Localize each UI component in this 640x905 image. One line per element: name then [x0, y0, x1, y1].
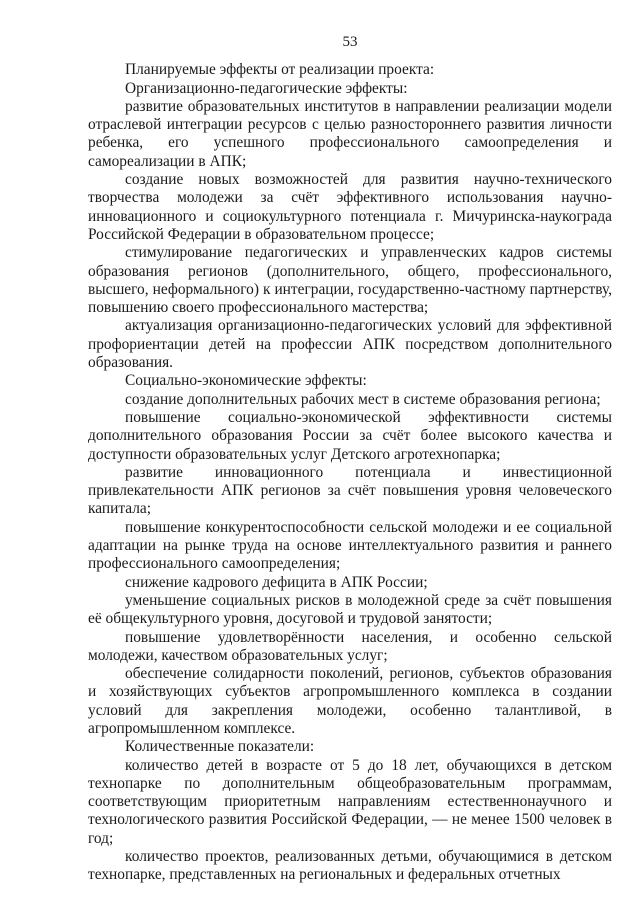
paragraph: актуализация организационно-педагогических условий для эффективной профориентации детей на профессии АПК посредством дополнительного образования.: [88, 317, 612, 372]
paragraph: обеспечение солидарности поколений, регионов, субъектов образования и хозяйствующих субъектов агропромышленного комплекса в создании условий для закрепления молодежи, особенно талантливой, в агропромышленном комплексе.: [88, 665, 612, 737]
paragraph-socio-economic-effects-heading: Социально-экономические эффекты:: [125, 372, 367, 390]
paragraph: количество проектов, реализованных детьми, обучающимися в детском технопарке, представленных на региональных и федеральных отчетных: [88, 848, 612, 884]
paragraph: повышение социально-экономической эффективности системы дополнительного образования России за счёт более высокого качества и доступности образовательных услуг Детского агротехнопарка;: [88, 408, 612, 463]
paragraph: развитие инновационного потенциала и инвестиционной привлекательности АПК регионов за счёт повышения уровня человеческого капитала;: [88, 463, 612, 518]
paragraph: развитие образовательных институтов в направлении реализации модели отраслевой интеграции ресурсов с целью разностороннего развития личности ребенка, его успешного профессионального самоопределения и самореализации в АПК;: [88, 97, 612, 170]
paragraph-planned-effects-heading: Планируемые эффекты от реализации проекта:: [125, 61, 435, 79]
paragraph: снижение кадрового дефицита в АПК России;: [125, 573, 428, 591]
document-body: [88, 61, 612, 884]
paragraph: создание дополнительных рабочих мест в системе образования региона;: [125, 390, 601, 408]
paragraph: создание новых возможностей для развития научно-технического творчества молодежи за счёт эффективного использования научно-инновационного и социокультурного потенциала г. Мичуринска-наукограда Российской Федерации в образовательном процессе;: [88, 171, 612, 243]
paragraph: стимулирование педагогических и управленческих кадров системы образования регионов (дополнительного, общего, профессионального, высшего, неформального) к интеграции, государственно-частному партнерству, повышению своего профессионального мастерства;: [88, 244, 612, 317]
page-number: 53: [342, 34, 358, 50]
paragraph-org-ped-effects-heading: Организационно-педагогические эффекты:: [125, 79, 408, 97]
paragraph: уменьшение социальных рисков в молодежной среде за счёт повышения её общекультурного уровня, досуговой и трудовой занятости;: [88, 591, 612, 628]
paragraph: повышение удовлетворённости населения, и особенно сельской молодежи, качеством образовательных услуг;: [88, 628, 612, 664]
paragraph: повышение конкурентоспособности сельской молодежи и ее социальной адаптации на рынке труда на основе интеллектуального развития и раннего профессионального самоопределения;: [88, 518, 612, 573]
paragraph: количество детей в возрасте от 5 до 18 лет, обучающихся в детском технопарке по дополнительным общеобразовательным программам, соответствующим приоритетным направлениям естественнонаучного и технологического развития Российской Федерации, — не менее 1500 человек в год;: [88, 756, 612, 847]
paragraph-quantitative-indicators-heading: Количественные показатели:: [125, 738, 315, 756]
